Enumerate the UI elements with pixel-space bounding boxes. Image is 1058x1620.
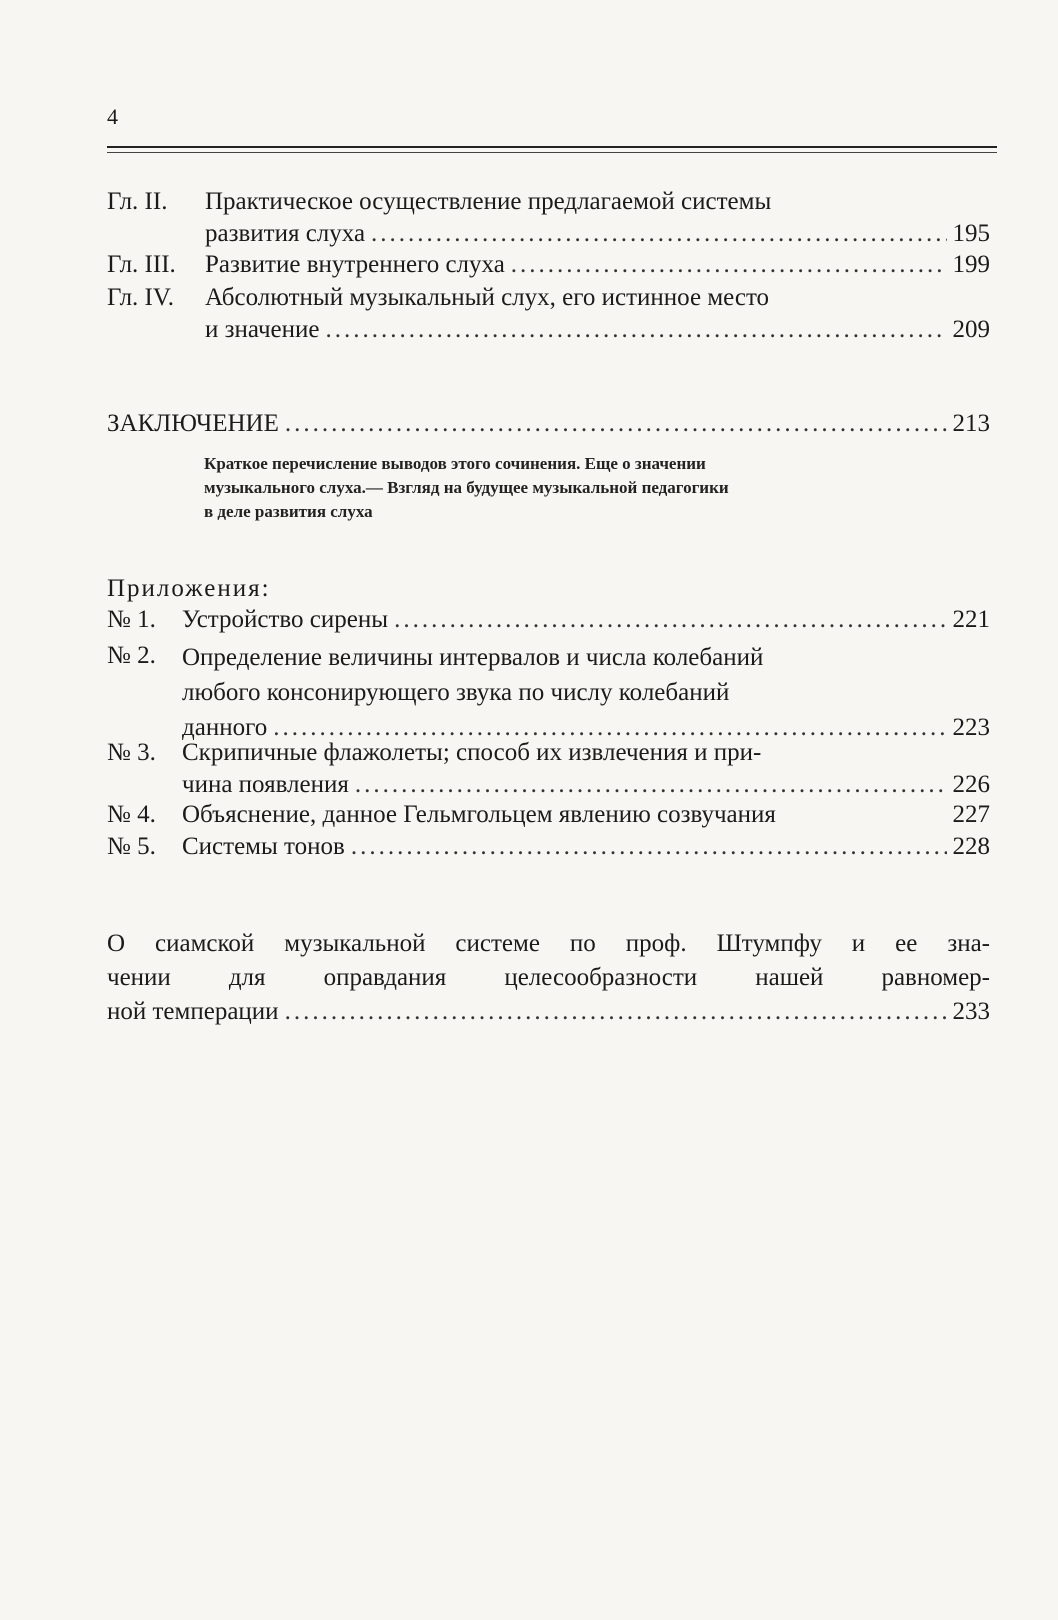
dot-leader [394,604,946,636]
dot-leader [371,218,946,250]
conclusion-summary [204,452,904,524]
dot-leader [355,769,947,801]
summary-line: в деле развития слуха [204,502,373,521]
toc-entry-appendix-2[interactable] [107,640,990,745]
dot-leader [326,314,947,346]
toc-entry-appendix-1[interactable] [107,604,990,636]
entry-text-last: Устройство сирены [182,606,389,633]
entry-page: 228 [952,833,990,860]
entry-text-last: Развитие внутреннего слуха [205,251,505,278]
entry-text-last: данного [182,714,268,741]
summary-line: Краткое перечисление выводов этого сочинения. Еще о значении [204,454,706,473]
dot-leader [511,249,947,281]
entry-text-line: Скрипичные флажолеты; способ их извлечения и при- [182,739,762,766]
appendices-heading: Приложения: [107,575,271,602]
dot-leader [285,408,947,440]
toc-entry-appendix-4[interactable] [107,799,990,831]
entry-text-line: любого консонирующего звука по числу колебаний [182,679,730,706]
entry-text-last: Системы тонов [182,833,345,860]
header-rule-thick [107,146,997,148]
entry-page: 221 [952,606,990,633]
entry-page: 223 [952,714,990,741]
entry-text-last: развития слуха [205,220,366,247]
entry-label: № 2. [107,642,156,669]
conclusion-page: 213 [952,410,990,437]
entry-page: 233 [952,998,990,1025]
header-rule-thin [107,152,997,153]
entry-label: Гл. IV. [107,284,174,311]
entry-text-line: Практическое осуществление предлагаемой системы [205,188,772,215]
toc-entry-conclusion[interactable] [107,408,990,440]
entry-page: 195 [952,220,990,247]
entry-label: Гл. III. [107,251,176,278]
entry-text-last: чина появления [182,771,349,798]
entry-text-last: Объяснение, данное Гельмгольцем явлению созвучания [182,801,776,828]
entry-label: Гл. II. [107,188,168,215]
entry-page: 227 [952,801,990,828]
summary-line: музыкального слуха.— Взгляд на будущее музыкальной педагогики [204,478,729,497]
toc-entry-chapter-4[interactable] [107,282,990,346]
dot-leader [351,831,947,863]
toc-entry-chapter-3[interactable] [107,249,990,281]
entry-label: № 4. [107,801,156,828]
toc-entry-chapter-2[interactable] [107,186,990,250]
conclusion-title: ЗАКЛЮЧЕНИЕ [107,410,279,437]
entry-page: 199 [952,251,990,278]
toc-entry-appendix-5[interactable] [107,831,990,863]
toc-entry-appendix-3[interactable] [107,737,990,801]
entry-text-line: Абсолютный музыкальный слух, его истинное место [205,284,770,311]
entry-text-last: и значение [205,316,320,343]
entry-page: 226 [952,771,990,798]
entry-label: № 5. [107,833,156,860]
entry-label: № 3. [107,739,156,766]
entry-text-line: О сиамской музыкальной системе по проф. Штумпфу и ее зна- [107,930,990,957]
entry-text-last: ной темперации [107,998,279,1025]
entry-text-line: чении для оправдания целесообразности нашей равномер- [107,964,990,991]
entry-page: 209 [952,316,990,343]
entry-label: № 1. [107,606,156,633]
entry-text-line: Определение величины интервалов и числа колебаний [182,644,764,671]
dot-leader [285,995,947,1029]
page-number: 4 [107,104,118,129]
toc-entry-siamese[interactable] [107,927,990,1029]
